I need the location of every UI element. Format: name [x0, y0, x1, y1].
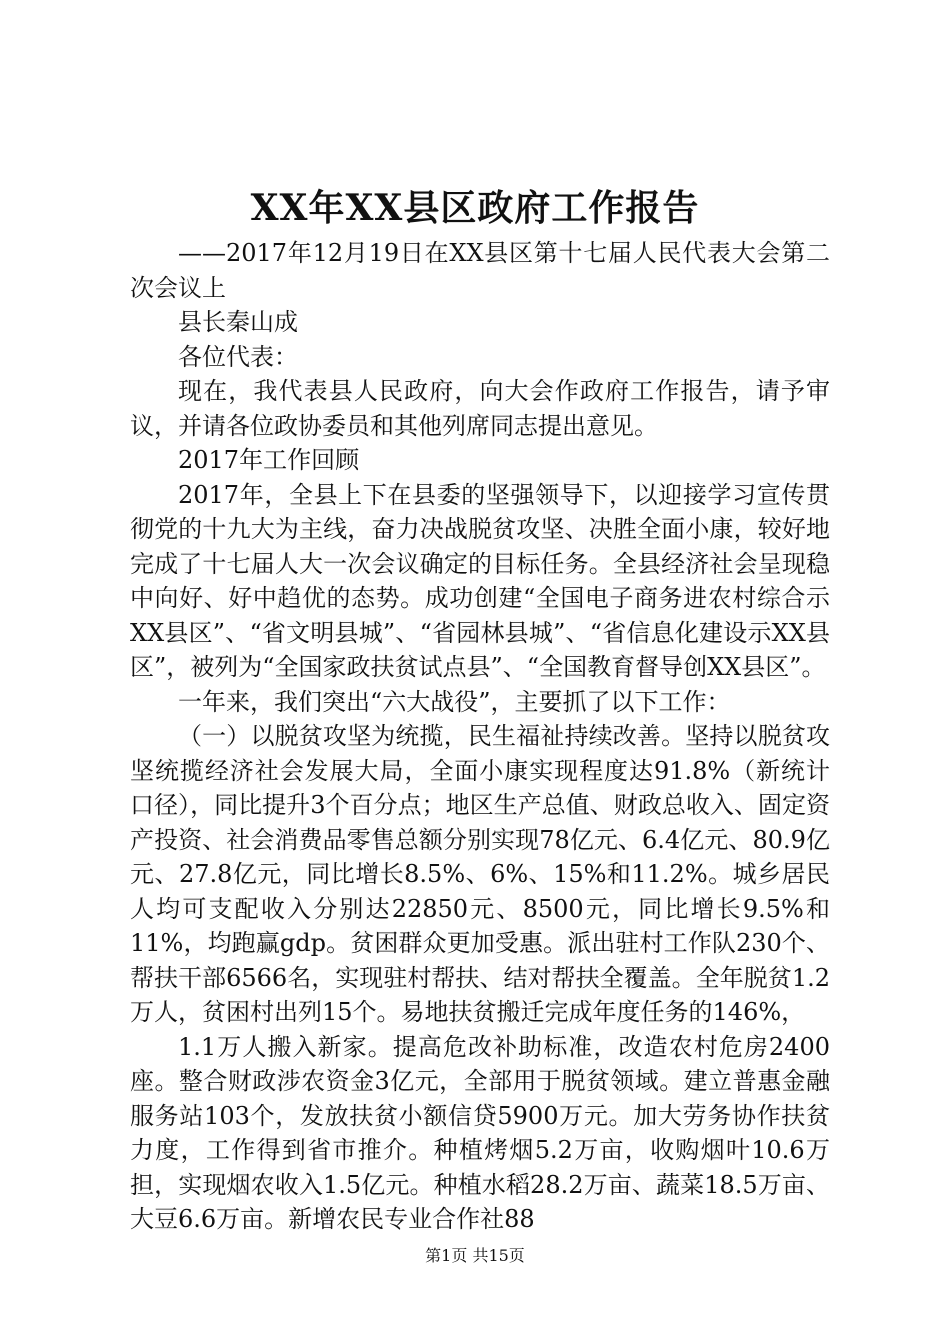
document-title: XX年XX县区政府工作报告: [250, 187, 700, 229]
resettlement-paragraph: 1.1万人搬入新家。提高危改补助标准，改造农村危房2400座。整合财政涉农资金3亿元，全部用于脱贫领域。建立普惠金融服务站103个，发放扶贫小额信贷5900万元。加大劳务协作扶贫力度，工作得到省市推介。种植烤烟5.2万亩，收购烟叶10.6万担，实现烟农收入1.5亿元。种植水稻28.2万亩、蔬菜18.5万亩、大豆6.6万亩。新增农民专业合作社88: [130, 1032, 830, 1233]
salutation-paragraph: 各位代表：: [178, 342, 298, 371]
poverty-alleviation-paragraph: （一）以脱贫攻坚为统揽，民生福祉持续改善。坚持以脱贫攻坚统揽经济社会发展大局，全面小康实现程度达91.8%（新统计口径），同比提升3个百分点；地区生产总值、财政总收入、固定资产投资、社会消费品零售总额分别实现78亿元、6.4亿元、80.9亿元、27.8亿元，同比增长8.5%、6%、15%和11.2%。城乡居民人均可支配收入分别达22850元、8500元，同比增长9.5%和11%，均跑赢gdp。贫困群众更加受惠。派出驻村工作队230个、帮扶干部6566名，实现驻村帮扶、结对帮扶全覆盖。全年脱贫1.2万人，贫困村出列15个。易地扶贫搬迁完成年度任务的146%，: [130, 722, 830, 1026]
section-heading: 2017年工作回顾: [178, 446, 360, 474]
page-footer: 第1页 共15页: [425, 1246, 525, 1265]
speaker-paragraph: 县长秦山成: [178, 308, 298, 336]
document-body: [130, 236, 830, 1237]
subtitle-paragraph: ——2017年12月19日在XX县区第十七届人民代表大会第二次会议上: [130, 239, 830, 302]
intro-paragraph: 现在，我代表县人民政府，向大会作政府工作报告，请予审议，并请各位政协委员和其他列席同志提出意见。: [130, 377, 830, 440]
work-summary-paragraph: 一年来，我们突出“六大战役”，主要抓了以下工作：: [178, 687, 731, 716]
review-paragraph: 2017年，全县上下在县委的坚强领导下，以迎接学习宣传贯彻党的十九大为主线，奋力决战脱贫攻坚、决胜全面小康，较好地完成了十七届人大一次会议确定的目标任务。全县经济社会呈现稳中向好、好中趋优的态势。成功创建“全国电子商务进农村综合示XX县区”、“省文明县城”、“省园林县城”、“省信息化建设示XX县区”，被列为“全国家政扶贫试点县”、“全国教育督导创XX县区”。: [130, 480, 830, 681]
